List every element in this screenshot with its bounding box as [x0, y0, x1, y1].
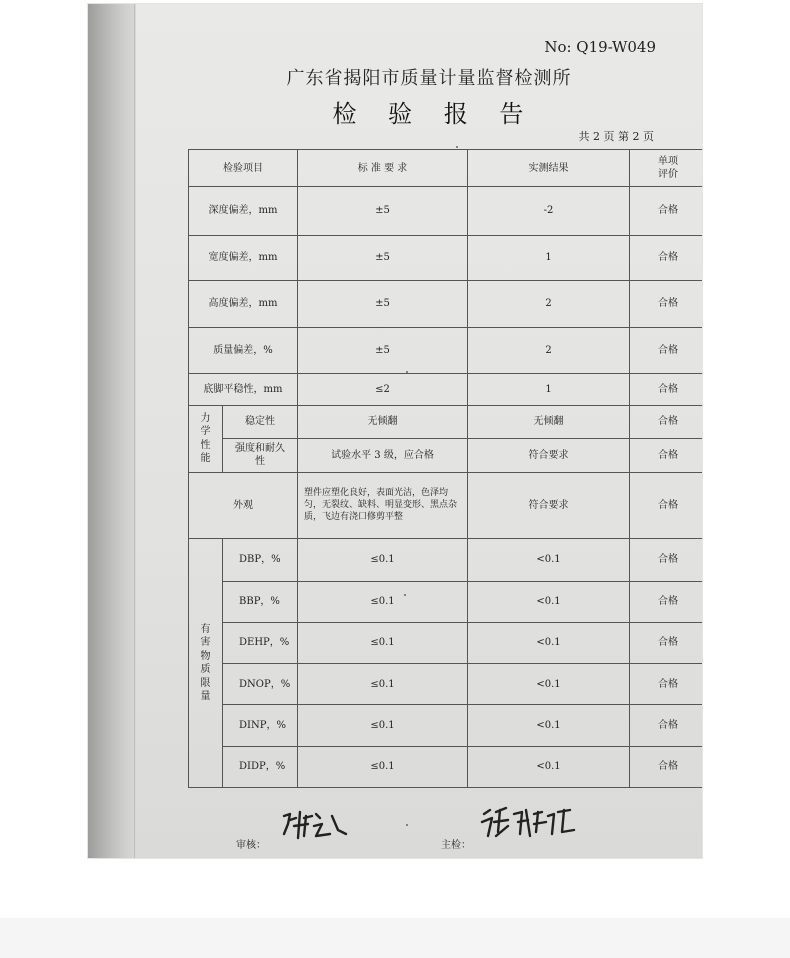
- row-item: [223, 438, 298, 472]
- page-footer-band: [0, 918, 790, 958]
- header-eval-line2: 评价: [658, 169, 678, 181]
- row-eval: 合格: [630, 280, 704, 327]
- table-header-row: [189, 150, 704, 187]
- row-eval: 合格: [630, 405, 704, 438]
- inspector-label: 主检：: [441, 840, 471, 851]
- row-standard: 无倾翻: [298, 405, 468, 438]
- table-row: [189, 581, 704, 622]
- mech-group-char: 性: [200, 439, 211, 451]
- paper-speck: [406, 824, 408, 826]
- paper-speck: [456, 146, 458, 148]
- report-page: [136, 4, 702, 858]
- table-row: [189, 622, 704, 663]
- row-eval: 合格: [630, 581, 704, 622]
- row-result: -2: [468, 187, 630, 235]
- mech-group-char: 能: [200, 453, 211, 465]
- header-result: 实测结果: [468, 150, 630, 187]
- row-standard: ≤0.1: [298, 622, 468, 663]
- row-standard: ≤0.1: [298, 746, 468, 787]
- inspector-signature: [478, 802, 578, 844]
- table-row: [189, 187, 704, 235]
- row-result: 符合要求: [468, 472, 630, 538]
- row-eval: 合格: [630, 235, 704, 280]
- row-standard: ≤0.1: [298, 664, 468, 705]
- row-item: 高度偏差，mm: [189, 280, 298, 327]
- row-item: 底脚平稳性，mm: [189, 374, 298, 405]
- page-count: 共 2 页 第 2 页: [578, 130, 654, 143]
- table-row: [189, 438, 704, 472]
- row-standard: ≤0.1: [298, 539, 468, 581]
- report-number: No: Q19-W049: [544, 38, 656, 56]
- table-row: [189, 705, 704, 746]
- row-item: 外观: [189, 472, 298, 538]
- row-result: 2: [468, 280, 630, 327]
- row-item-line2: 性: [255, 456, 265, 468]
- row-result: <0.1: [468, 622, 630, 663]
- row-result: <0.1: [468, 539, 630, 581]
- row-item: 质量偏差，%: [189, 328, 298, 374]
- header-eval: [630, 150, 704, 187]
- table-row: [189, 472, 704, 538]
- row-result: 2: [468, 328, 630, 374]
- row-eval: 合格: [630, 539, 704, 581]
- document-photo: [87, 3, 703, 859]
- row-result: <0.1: [468, 746, 630, 787]
- row-standard: ±5: [298, 280, 468, 327]
- row-item: DEHP，%: [223, 622, 298, 663]
- table-row: [189, 328, 704, 374]
- table-row: [189, 235, 704, 280]
- row-eval: 合格: [630, 622, 704, 663]
- row-item: DINP，%: [223, 705, 298, 746]
- harmful-group-char: 害: [200, 637, 211, 649]
- row-item-line1: 强度和耐久: [235, 443, 285, 455]
- table-row: [189, 664, 704, 705]
- header-standard: 标 准 要 求: [298, 150, 468, 187]
- row-result: 1: [468, 374, 630, 405]
- mech-group-char: 力: [200, 412, 211, 424]
- header-eval-line1: 单项: [658, 156, 678, 168]
- table-row: [189, 405, 704, 438]
- row-item: 宽度偏差，mm: [189, 235, 298, 280]
- table-row: [189, 539, 704, 581]
- binding-gutter: [88, 4, 134, 858]
- row-item: DNOP，%: [223, 664, 298, 705]
- reviewer-signature: [276, 804, 356, 844]
- row-eval: 合格: [630, 472, 704, 538]
- row-item: 稳定性: [223, 405, 298, 438]
- row-result: 符合要求: [468, 438, 630, 472]
- row-standard: ≤0.1: [298, 581, 468, 622]
- row-result: 无倾翻: [468, 405, 630, 438]
- harmful-group-char: 物: [200, 650, 211, 662]
- row-eval: 合格: [630, 438, 704, 472]
- binding-edge: [134, 4, 135, 858]
- row-result: <0.1: [468, 664, 630, 705]
- paper-speck: [406, 371, 408, 373]
- row-item: DBP，%: [223, 539, 298, 581]
- row-item: BBP，%: [223, 581, 298, 622]
- row-result: 1: [468, 235, 630, 280]
- row-result: <0.1: [468, 705, 630, 746]
- row-eval: 合格: [630, 664, 704, 705]
- row-standard: ±5: [298, 187, 468, 235]
- mech-group-char: 学: [200, 426, 211, 438]
- row-eval: 合格: [630, 746, 704, 787]
- mech-group-label: [189, 405, 223, 472]
- harmful-group-char: 有: [200, 623, 211, 635]
- row-standard: 试验水平 3 级，应合格: [298, 438, 468, 472]
- row-result: <0.1: [468, 581, 630, 622]
- reviewer-label: 审核：: [236, 840, 266, 851]
- row-eval: 合格: [630, 328, 704, 374]
- row-standard: ≤2: [298, 374, 468, 405]
- table-row: [189, 374, 704, 405]
- row-standard: ±5: [298, 328, 468, 374]
- report-title: 检 验 报 告: [332, 100, 536, 128]
- paper-speck: [404, 594, 406, 596]
- row-eval: 合格: [630, 374, 704, 405]
- table-row: [189, 746, 704, 787]
- header-item: 检验项目: [189, 150, 298, 187]
- organization-name: 广东省揭阳市质量计量监督检测所: [286, 68, 572, 89]
- harmful-group-char: 限: [200, 677, 211, 689]
- row-eval: 合格: [630, 187, 704, 235]
- row-standard: 塑件应塑化良好，表面光洁，色泽均匀，无裂纹、缺料、明显变形、黑点杂质，飞边有浇口修剪平整: [298, 472, 468, 538]
- harmful-group-char: 质: [200, 664, 211, 676]
- row-standard: ≤0.1: [298, 705, 468, 746]
- harmful-group-char: 量: [200, 691, 211, 703]
- harmful-group-label: [189, 539, 223, 788]
- inspection-table: [188, 149, 703, 788]
- row-eval: 合格: [630, 705, 704, 746]
- row-item: DIDP，%: [223, 746, 298, 787]
- row-standard: ±5: [298, 235, 468, 280]
- table-row: [189, 280, 704, 327]
- row-item: 深度偏差，mm: [189, 187, 298, 235]
